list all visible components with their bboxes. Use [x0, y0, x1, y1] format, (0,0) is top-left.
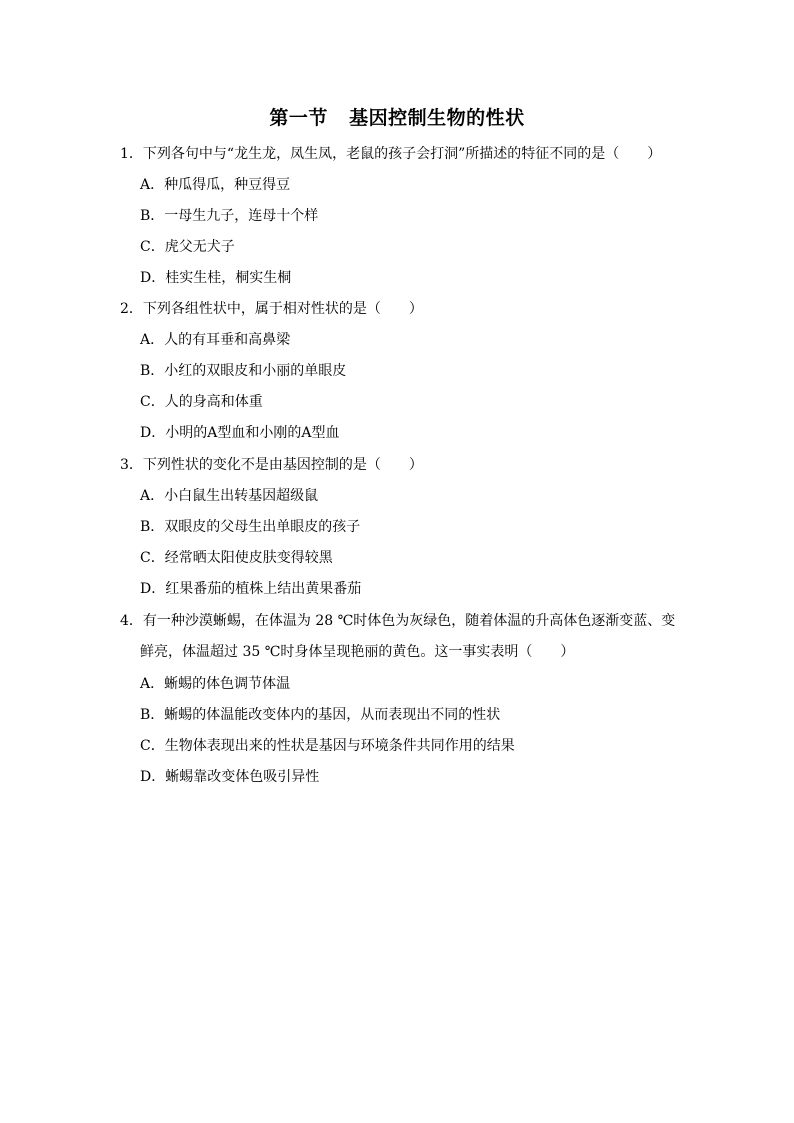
option-1b: B．一母生九子，连母十个样 — [140, 208, 319, 224]
question-4 — [120, 612, 675, 630]
question-3 — [120, 456, 423, 474]
option-3a: A．小白鼠生出转基因超级鼠 — [140, 488, 319, 504]
option-2d: D．小明的A型血和小刚的A型血 — [140, 425, 340, 441]
question-1 — [120, 145, 661, 163]
question-stem: 下列各句中与“龙生龙，凤生凤，老鼠的孩子会打洞”所描述的特征不同的是（ ） — [142, 146, 662, 162]
option-2c: C．人的身高和体重 — [140, 394, 263, 410]
question-number: 3． — [120, 457, 143, 473]
option-4c: C．生物体表现出来的性状是基因与环境条件共同作用的结果 — [140, 738, 515, 754]
question-stem: 下列各组性状中，属于相对性状的是（ ） — [142, 301, 423, 317]
question-number: 1． — [120, 146, 143, 162]
option-1a: A．种瓜得瓜，种豆得豆 — [140, 177, 291, 193]
option-4d: D．蜥蜴靠改变体色吸引异性 — [140, 769, 320, 785]
question-4-continued: 鲜亮，体温超过 35 ℃时身体呈现艳丽的黄色。这一事实表明（ ） — [140, 644, 575, 660]
option-3d: D．红果番茄的植株上结出黄果番茄 — [140, 581, 362, 597]
option-4b: B．蜥蜴的体温能改变体内的基因，从而表现出不同的性状 — [140, 707, 501, 723]
option-1d: D．桂实生桂，桐实生桐 — [140, 270, 292, 286]
option-2a: A．人的有耳垂和高鼻梁 — [140, 332, 291, 348]
option-3b: B．双眼皮的父母生出单眼皮的孩子 — [140, 519, 361, 535]
question-stem: 下列性状的变化不是由基因控制的是（ ） — [142, 457, 423, 473]
question-stem: 有一种沙漠蜥蜴，在体温为 28 ℃时体色为灰绿色，随着体温的升高体色逐渐变蓝、变 — [142, 613, 676, 629]
question-number: 2． — [120, 301, 143, 317]
option-1c: C．虎父无犬子 — [140, 239, 235, 255]
option-3c: C．经常晒太阳使皮肤变得较黑 — [140, 550, 333, 566]
question-number: 4． — [120, 613, 143, 629]
question-2 — [120, 300, 423, 318]
document-title: 第一节 基因控制生物的性状 — [269, 107, 525, 129]
option-2b: B．小红的双眼皮和小丽的单眼皮 — [140, 363, 347, 379]
option-4a: A．蜥蜴的体色调节体温 — [140, 676, 291, 692]
